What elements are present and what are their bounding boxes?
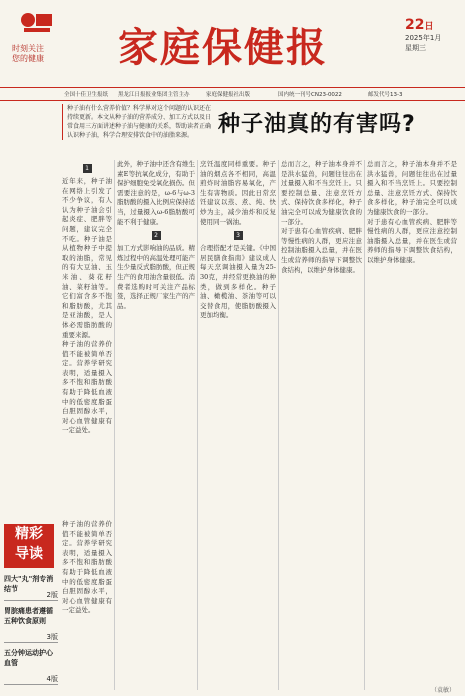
article-abstract: 种子油有什么营养价值？科学界对这个问题的认识还在持续更新。本文从种子油的营养成分、加工方式以及日常食用三方面讲述种子油与健康的关系，帮助读者正确认识种子油，科学合理安排饮食中的油脂来源。 bbox=[62, 104, 215, 140]
column-text: 此外，种子油中还含有维生素E等抗氧化成分，有助于保护细胞免受氧化损伤。但需要注意的是，ω-6与ω-3脂肪酸的摄入比例应保持适当，过量摄入ω-6脂肪酸可能不利于健康。 bbox=[117, 160, 195, 226]
column-text: 烹饪温度同样重要。种子油的烟点各不相同，高温煎炸时油脂容易氧化，产生有害物质。因此日常烹饪建议以蒸、煮、炖、快炒为主，减少油炸和反复使用同一锅油。 bbox=[200, 160, 276, 226]
column-text: 近年来，种子油在网络上引发了不少争议，有人认为种子油会引起炎症、肥胖等问题，建议完全不吃。种子油是从植物种子中提取的油脂，常见的有大豆油、玉米油、葵花籽油、菜籽油等。它们富含多不饱和脂肪酸，尤其是亚油酸，是人体必需脂肪酸的重要来源。 bbox=[62, 177, 112, 339]
date-day: 22 bbox=[405, 17, 425, 33]
section-number: 2 bbox=[152, 231, 161, 240]
contents-title-line-1: 精彩 bbox=[15, 526, 43, 542]
slogan-line-2: 您的健康 bbox=[12, 54, 44, 63]
article-column-1-continued bbox=[62, 520, 112, 690]
date-weekday: 星期三 bbox=[405, 44, 426, 52]
contents-item-title: 五分钟运动护心血管 bbox=[4, 649, 53, 667]
contents-item[interactable] bbox=[4, 606, 58, 643]
column-rule bbox=[197, 160, 198, 690]
contents-item-page: 2版 bbox=[46, 591, 58, 599]
column-text: 对于患有心血管疾病、肥胖等慢性病的人群，更应注意控制油脂摄入总量，并在医生或营养师的指导下调整饮食结构，以维护身体健康。 bbox=[281, 227, 362, 274]
masthead bbox=[0, 0, 465, 92]
info-bar bbox=[0, 87, 465, 101]
contents-item-page: 3版 bbox=[46, 633, 58, 641]
contents-title bbox=[4, 524, 54, 568]
column-text: 对于患有心血管疾病、肥胖等慢性病的人群，更应注意控制油脂摄入总量，并在医生或营养师的指导下调整饮食结构，以维护身体健康。 bbox=[367, 217, 457, 264]
article-column-1 bbox=[62, 160, 112, 516]
slogan bbox=[12, 44, 44, 64]
article-column-2 bbox=[117, 160, 195, 690]
article-column-3 bbox=[200, 160, 276, 690]
article-headline: 种子油真的有害吗? bbox=[218, 112, 416, 137]
contents-item[interactable] bbox=[4, 648, 58, 685]
contents-title-line-2: 导读 bbox=[15, 546, 43, 562]
contents-item-title: 胃脘痛患者遵循五种饮食原则 bbox=[4, 607, 53, 625]
newspaper-logo-icon bbox=[16, 10, 56, 38]
date-month: 2025年1月 bbox=[405, 34, 442, 42]
column-text: 总而言之，种子油本身并不是洪水猛兽，问题往往出在过量摄入和不当烹饪上。只要控制总量、注意烹饪方式、保持饮食多样化，种子油完全可以成为健康饮食的一部分。 bbox=[281, 160, 362, 226]
slogan-line-1: 时刻关注 bbox=[12, 44, 44, 53]
newspaper-title: 家庭保健报 bbox=[118, 25, 328, 71]
column-text: 合理搭配才是关键。《中国居民膳食指南》建议成人每天烹调油摄入量为25-30克，并经常更换油的种类，做到多样化。种子油、橄榄油、茶油等可以交替食用，使脂肪酸摄入更加均衡。 bbox=[200, 244, 276, 320]
column-text: 总而言之，种子油本身并不是洪水猛兽，问题往往出在过量摄入和不当烹饪上。只要控制总量、注意烹饪方式、保持饮食多样化，种子油完全可以成为健康饮食的一部分。 bbox=[367, 160, 457, 216]
article-author: （袁敏） bbox=[430, 687, 455, 694]
section-number: 3 bbox=[234, 231, 243, 240]
info-item: 家庭保健报社出版 bbox=[206, 92, 251, 98]
article-column-4 bbox=[281, 160, 362, 690]
section-number: 1 bbox=[83, 164, 92, 173]
column-text: 种子油的营养价值不能被简单否定。营养学研究表明，适量摄入多不饱和脂肪酸有助于降低血液中的低密度脂蛋白胆固醇水平，对心血管健康有一定益处。 bbox=[62, 520, 112, 615]
contents-sidebar bbox=[0, 520, 58, 696]
column-rule bbox=[114, 160, 115, 690]
date-day-suffix: 日 bbox=[424, 22, 434, 32]
column-rule bbox=[278, 160, 279, 690]
contents-item[interactable] bbox=[4, 574, 58, 601]
column-rule bbox=[364, 160, 365, 690]
article-column-5 bbox=[367, 160, 457, 680]
info-item: 全国十佳卫生报纸 bbox=[64, 92, 109, 98]
column-text: 加工方式影响油的品质。精炼过程中的高温处理可能产生少量反式脂肪酸，但正规生产的食用油含量很低。消费者选购时可关注产品标签，选择正规厂家生产的产品。 bbox=[117, 244, 195, 310]
contents-item-title: 四大"丸"剂专消结节 bbox=[4, 575, 54, 593]
contents-item-page: 4版 bbox=[46, 675, 58, 683]
column-text: 种子油的营养价值不能被简单否定。营养学研究表明，适量摄入多不饱和脂肪酸有助于降低血液中的低密度脂蛋白胆固醇水平，对心血管健康有一定益处。 bbox=[62, 340, 112, 435]
date-block bbox=[405, 14, 455, 53]
info-item: 黑龙江日报报业集团主管主办 bbox=[118, 92, 190, 98]
info-item: 国内统一刊号CN23-0022 bbox=[278, 92, 342, 98]
info-item: 邮发代号13-3 bbox=[368, 92, 403, 98]
